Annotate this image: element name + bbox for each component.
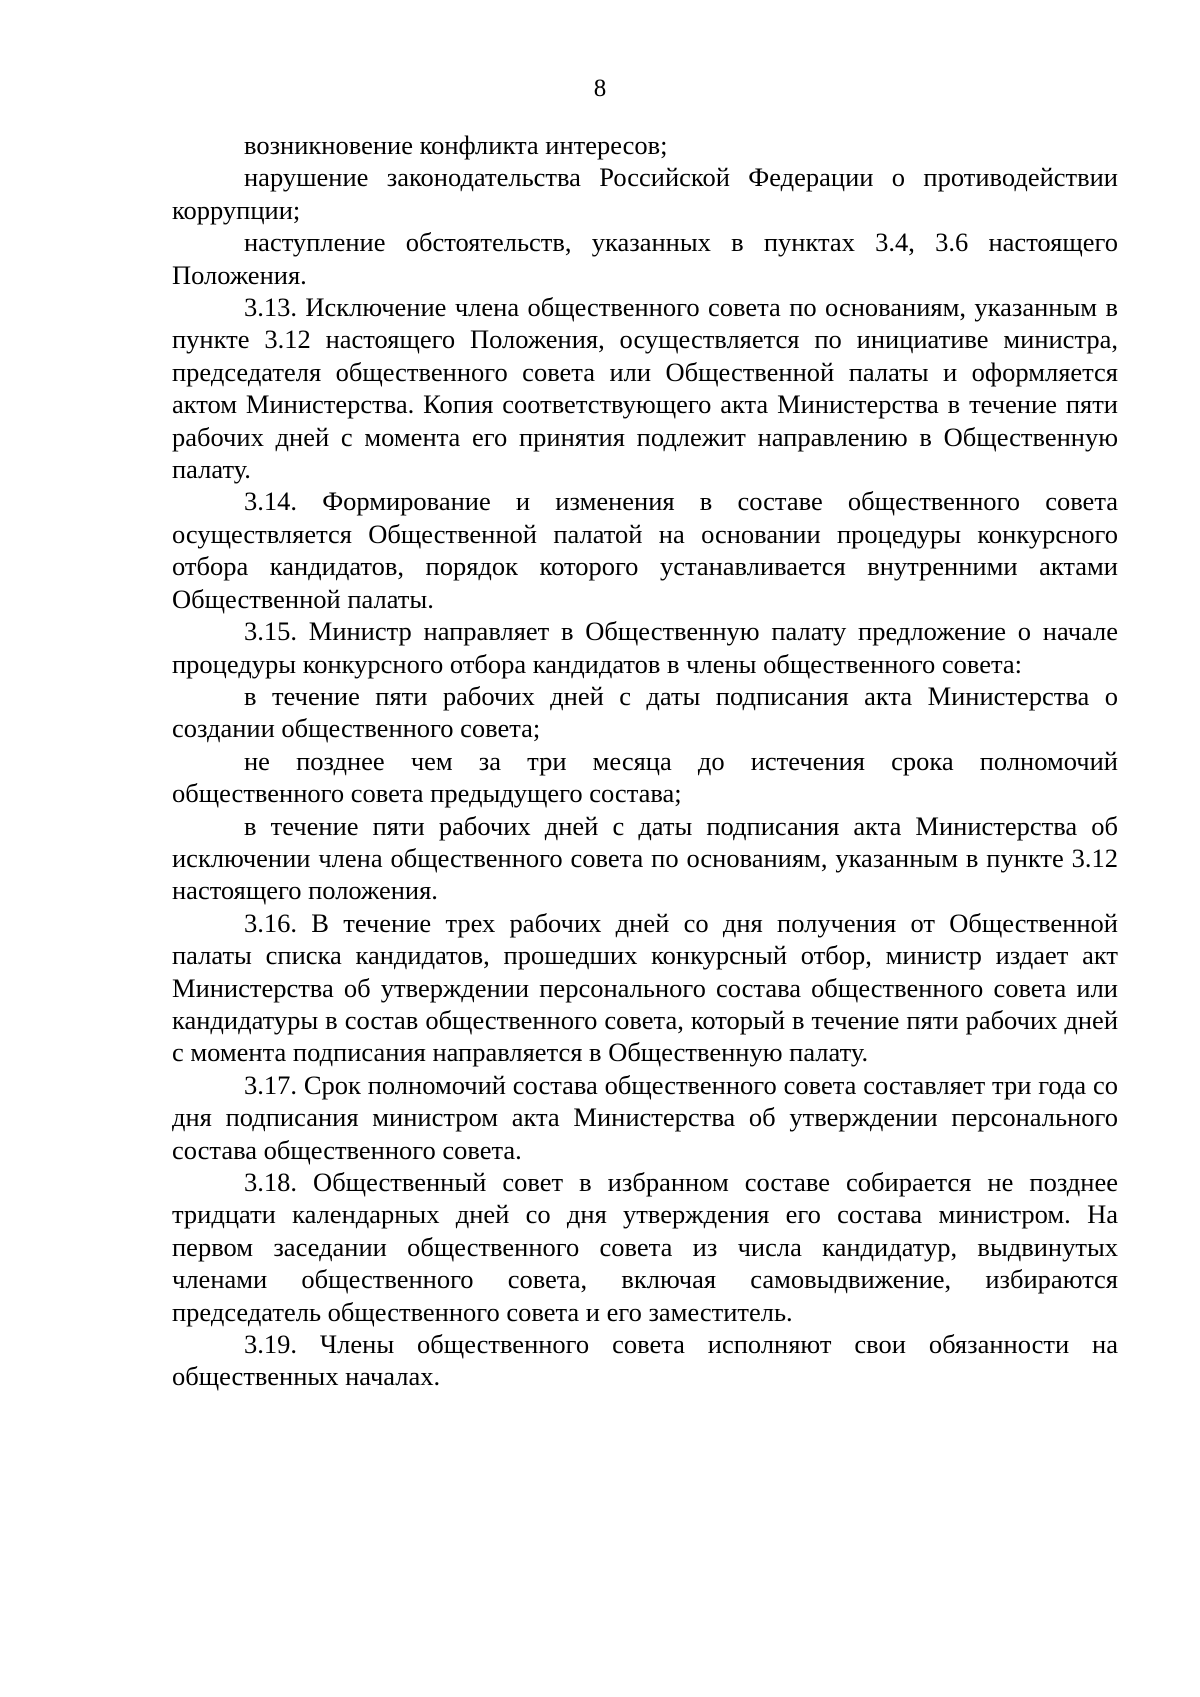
paragraph-conflict-of-interest: возникновение конфликта интересов; [244, 130, 668, 160]
paragraph-3-14: 3.14. Формирование и изменения в составе общественного совета осуществляется Общественной палатой на основании процедуры конкурсного отбора кандидатов, порядок которого устанавливается внутренними актами Общественной палаты. [172, 486, 1118, 614]
paragraph-3-18: 3.18. Общественный совет в избранном составе собирается не позднее тридцати календарных дней со дня утверждения его состава министром. На первом заседании общественного совета из числа кандидатур, выдвинутых членами общественного совета, включая самовыдвижение, избираются председатель общественного совета и его заместитель. [172, 1167, 1118, 1327]
paragraph-3-15-item-2: не позднее чем за три месяца до истечения срока полномочий общественного совета предыдущего состава; [172, 745, 1118, 809]
paragraph-anticorruption-violation: нарушение законодательства Российской Федерации о противодействии коррупции; [172, 162, 1118, 225]
paragraph-circumstances: наступление обстоятельств, указанных в пунктах 3.4, 3.6 настоящего Положения. [172, 227, 1118, 290]
document-body [172, 129, 1118, 1393]
paragraph-3-19: 3.19. Члены общественного совета исполняют свои обязанности на общественных началах. [172, 1329, 1118, 1392]
paragraph-3-15: 3.15. Министр направляет в Общественную палату предложение о начале процедуры конкурсного отбора кандидатов в члены общественного совета: [172, 616, 1118, 679]
paragraph-3-13: 3.13. Исключение члена общественного совета по основаниям, указанным в пункте 3.12 настоящего Положения, осуществляется по инициативе министра, председателя общественного совета или Общественной палаты и оформляется актом Министерства. Копия соответствующего акта Министерства в течение пяти рабочих дней с момента его принятия подлежит направлению в Общественную палату. [172, 292, 1118, 485]
paragraph-3-15-item-3: в течение пяти рабочих дней с даты подписания акта Министерства об исключении члена общественного совета по основаниям, указанным в пункте 3.12 настоящего положения. [172, 810, 1118, 906]
paragraph-3-15-item-1: в течение пяти рабочих дней с даты подписания акта Министерства о создании общественного совета; [172, 680, 1118, 744]
paragraph-3-16: 3.16. В течение трех рабочих дней со дня получения от Общественной палаты списка кандидатов, прошедших конкурсный отбор, министр издает акт Министерства об утверждении персонального состава общественного совета или кандидатуры в состав общественного совета, который в течение пяти рабочих дней с момента подписания направляется в Общественную палату. [172, 907, 1118, 1068]
paragraph-3-17: 3.17. Срок полномочий состава общественного совета составляет три года со дня подписания министром акта Министерства об утверждении персонального состава общественного совета. [172, 1069, 1118, 1165]
page-number: 8 [593, 75, 607, 102]
